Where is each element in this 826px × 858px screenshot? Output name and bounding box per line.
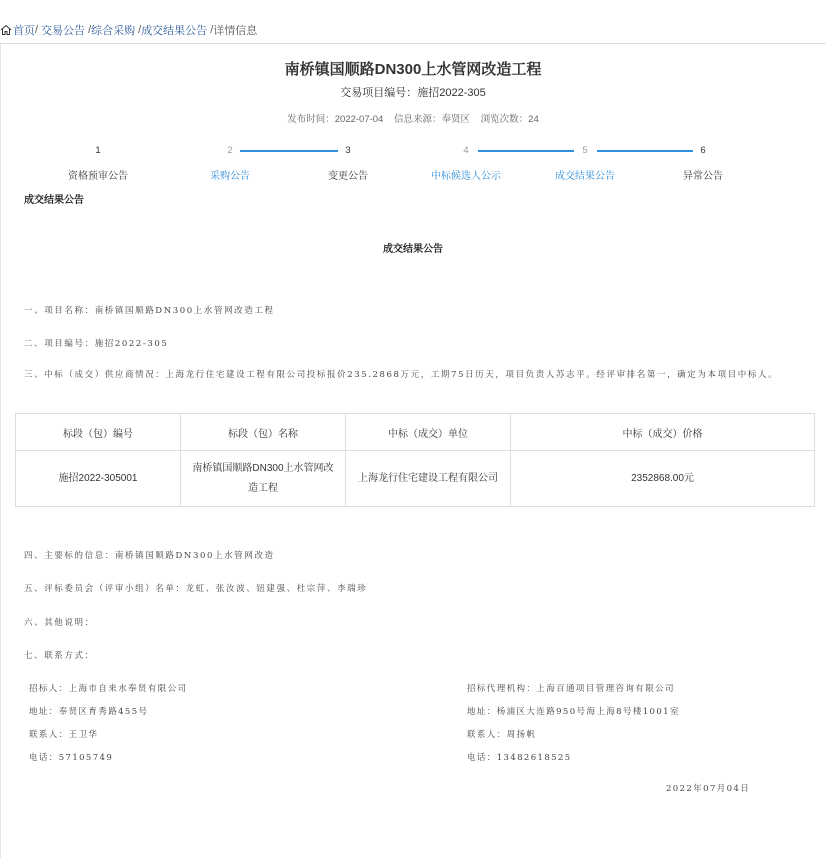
subject-para: 四、主要标的信息：南桥镇国顺路DN300上水管网改造 [24,551,275,561]
breadcrumb-item-3[interactable]: 成交结果公告 [141,25,208,37]
column-header: 中标（成交）单位 [346,414,511,451]
step-number-2: 2 [227,145,233,156]
step-exception[interactable]: 异常公告 [683,171,723,182]
content-border [0,44,1,858]
winner-para: 三、中标（成交）供应商情况：上海龙行住宅建设工程有限公司投标报价235.2868万元，工期75日历天，项目负责人苏志平。经评审排名第一，确定为本项目中标人。 [24,370,779,380]
step-result[interactable]: 成交结果公告 [555,171,615,182]
step-connector-4-5 [478,150,574,152]
other-notes-para: 六、其他说明： [24,618,95,628]
breadcrumb-item-2[interactable]: 综合采购 [91,25,136,37]
project-name-para: 一、项目名称：南桥镇国顺路DN300上水管网改造工程 [24,306,275,316]
step-procurement[interactable]: 采购公告 [210,171,250,182]
contact-heading: 七、联系方式： [24,651,95,661]
column-header: 中标（成交）价格 [511,414,815,451]
table-cell: 施招2022-305001 [16,451,181,507]
step-candidate[interactable]: 中标候选人公示 [431,171,501,182]
step-number-1: 1 [95,145,101,156]
step-number-5: 5 [582,145,588,156]
breadcrumb-item-1[interactable]: 交易公告 [41,25,86,37]
breadcrumb: 首页 / 交易公告 / 综合采购 / 成交结果公告 / 详情信息 [0,22,257,38]
step-number-3: 3 [345,145,351,156]
column-header: 标段（包）编号 [16,414,181,451]
tenderer-contact: 联系人：王卫华 [29,730,99,740]
step-prequalification[interactable]: 资格预审公告 [68,171,128,182]
step-number-4: 4 [463,145,469,156]
table-cell: 上海龙行住宅建设工程有限公司 [346,451,511,507]
project-number-para: 二、项目编号：施招2022-305 [24,339,169,349]
agency-address: 地址：杨浦区大连路950号海上海8号楼1001室 [467,707,680,717]
table-cell: 南桥镇国顺路DN300上水管网改造工程 [181,451,346,507]
publish-time: 发布时间：2022-07-04 [287,114,384,125]
project-number: 交易项目编号：施招2022-305 [340,87,486,99]
view-count: 浏览次数：24 [480,114,539,125]
breadcrumb-home[interactable]: 首页 [13,25,35,37]
result-table [15,413,815,507]
agency-name: 招标代理机构：上海百通项目管理咨询有限公司 [467,684,675,694]
step-connector-5-6 [597,150,693,152]
announcement-date: 2022年07月04日 [666,784,751,794]
committee-para: 五、评标委员会（评审小组）名单：龙虹、张汝波、钮建强、杜宗萍、李瑞珍 [24,584,368,594]
home-icon[interactable] [0,24,12,36]
header-divider [0,43,826,44]
step-change[interactable]: 变更公告 [328,171,368,182]
tenderer-address: 地址：奉贤区育秀路455号 [29,707,149,717]
page-title: 南桥镇国顺路DN300上水管网改造工程 [284,61,542,78]
meta-info [0,111,826,125]
tenderer-phone: 电话：57105749 [29,753,114,763]
column-header: 标段（包）名称 [181,414,346,451]
tenderer-name: 招标人：上海市自来水奉贤有限公司 [29,684,188,694]
agency-contact: 联系人：周扬帆 [467,730,537,740]
info-source: 信息来源：奉贤区 [394,114,471,125]
section-heading: 成交结果公告 [24,195,84,206]
table-row [16,451,815,507]
step-number-6: 6 [700,145,706,156]
announcement-title: 成交结果公告 [383,244,443,255]
agency-phone: 电话：13482618525 [467,753,572,763]
table-header-row [16,414,815,451]
table-cell: 2352868.00元 [511,451,815,507]
breadcrumb-current: 详情信息 [213,25,258,37]
step-connector-2-3 [240,150,338,152]
